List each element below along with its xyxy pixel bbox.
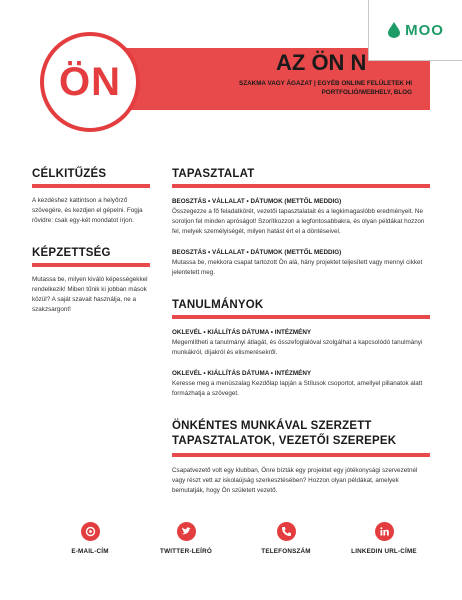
email-icon bbox=[81, 522, 100, 541]
volunteer-heading bbox=[172, 419, 430, 449]
volunteer-heading-line-1: ÖNKÉNTES MUNKÁVAL SZERZETT bbox=[172, 420, 372, 432]
contact-linkedin[interactable] bbox=[336, 522, 432, 555]
experience-heading: TAPASZTALAT bbox=[172, 168, 255, 180]
skills-text: Mutassa be, milyen kiváló képességekkel rendelkezik! Miben tűnik ki jobban mások közül? A saját szavait használja, ne a szakzsargont! bbox=[32, 276, 148, 313]
phone-icon bbox=[277, 522, 296, 541]
education-rule bbox=[172, 315, 430, 319]
degree-description: Megemlítheti a tanulmányi átlagát, és összefoglalóval szolgálhat a kapcsolódó tanulmányi munkákról, díjakról és elismerésekről. bbox=[172, 339, 423, 356]
job-description: Összegezze a fő feladatkörét, vezetői tapasztalatait és a legkimagaslóbb eredményeit. Ne soroljon fel minden apróságot! Szorítkozzon a legfontosabbakra, és olyan példákat hozzon fel, melyek személyiségét, milyen hatást ért el a döntéseivel. bbox=[172, 208, 425, 235]
contact-twitter[interactable] bbox=[138, 522, 234, 555]
skills-rule bbox=[32, 263, 150, 267]
contact-phone[interactable] bbox=[238, 522, 334, 555]
leaf-drop-icon bbox=[388, 22, 400, 38]
job-description: Mutassa be, mekkora csapat tartozott Ön alá, hány projektet teljesített vagy mennyi cikket jelentetett meg. bbox=[172, 259, 423, 276]
volunteer-heading-line-2: TAPASZTALATOK, VEZETŐI SZEREPEK bbox=[172, 435, 397, 447]
moo-brand: MOO bbox=[405, 21, 444, 39]
linkedin-icon bbox=[375, 522, 394, 541]
skills-heading: KÉPZETTSÉG bbox=[32, 247, 111, 259]
objective-rule bbox=[32, 184, 150, 188]
left-column bbox=[32, 168, 150, 315]
volunteer-rule bbox=[172, 453, 430, 457]
moo-badge[interactable] bbox=[368, 0, 462, 61]
subtitle-line-1: SZAKMA VAGY ÁGAZAT | EGYÉB ONLINE FELÜLETEK HI bbox=[239, 80, 412, 87]
subtitle-line-2: PORTFOLIÓ/WEBHELY, BLOG bbox=[321, 89, 412, 96]
twitter-icon bbox=[177, 522, 196, 541]
header-subtitle bbox=[168, 79, 412, 97]
initials-circle bbox=[40, 32, 140, 132]
initials: ÖN bbox=[59, 59, 121, 104]
degree-title: OKLEVÉL • KIÁLLÍTÁS DÁTUMA • INTÉZMÉNY bbox=[172, 370, 312, 377]
full-name: AZ ÖN N bbox=[276, 50, 367, 75]
education-heading: TANULMÁNYOK bbox=[172, 299, 264, 311]
objective-text: A kezdéshez kattintson a helyőrző szövegére, és kezdjen el gépelni. Fogja rövidre: csak egy-két mondatot írjon. bbox=[32, 197, 143, 224]
contact-email[interactable] bbox=[42, 522, 138, 555]
job-title: BEOSZTÁS • VÁLLALAT • DÁTUMOK (METTŐL MEDDIG) bbox=[172, 249, 342, 256]
contact-label: TELEFONSZÁM bbox=[261, 548, 311, 555]
degree-title: OKLEVÉL • KIÁLLÍTÁS DÁTUMA • INTÉZMÉNY bbox=[172, 329, 312, 336]
experience-rule bbox=[172, 184, 430, 188]
degree-description: Keresse meg a menüszalag Kezdőlap lapján a Stílusok csoportot, amellyel pillanatok alatt formázhatja a szöveget. bbox=[172, 380, 423, 397]
contact-label: LINKEDIN URL-CÍME bbox=[351, 548, 417, 555]
contact-label: E-MAIL-CÍM bbox=[71, 548, 109, 555]
job-title: BEOSZTÁS • VÁLLALAT • DÁTUMOK (METTŐL MEDDIG) bbox=[172, 198, 342, 205]
volunteer-text: Csapatvezető volt egy klubban, Önre bízták egy projektet egy jótékonysági szervezetnél vagy részt vett az iskolaújság szerkesztésében? Hozzon olyan példákat, amelyek bemutatják, hogy Ön született vezető. bbox=[172, 467, 418, 494]
objective-heading: CÉLKITŰZÉS bbox=[32, 168, 107, 180]
right-column bbox=[172, 168, 430, 496]
contact-label: TWITTER-LEÍRÓ bbox=[160, 548, 212, 555]
